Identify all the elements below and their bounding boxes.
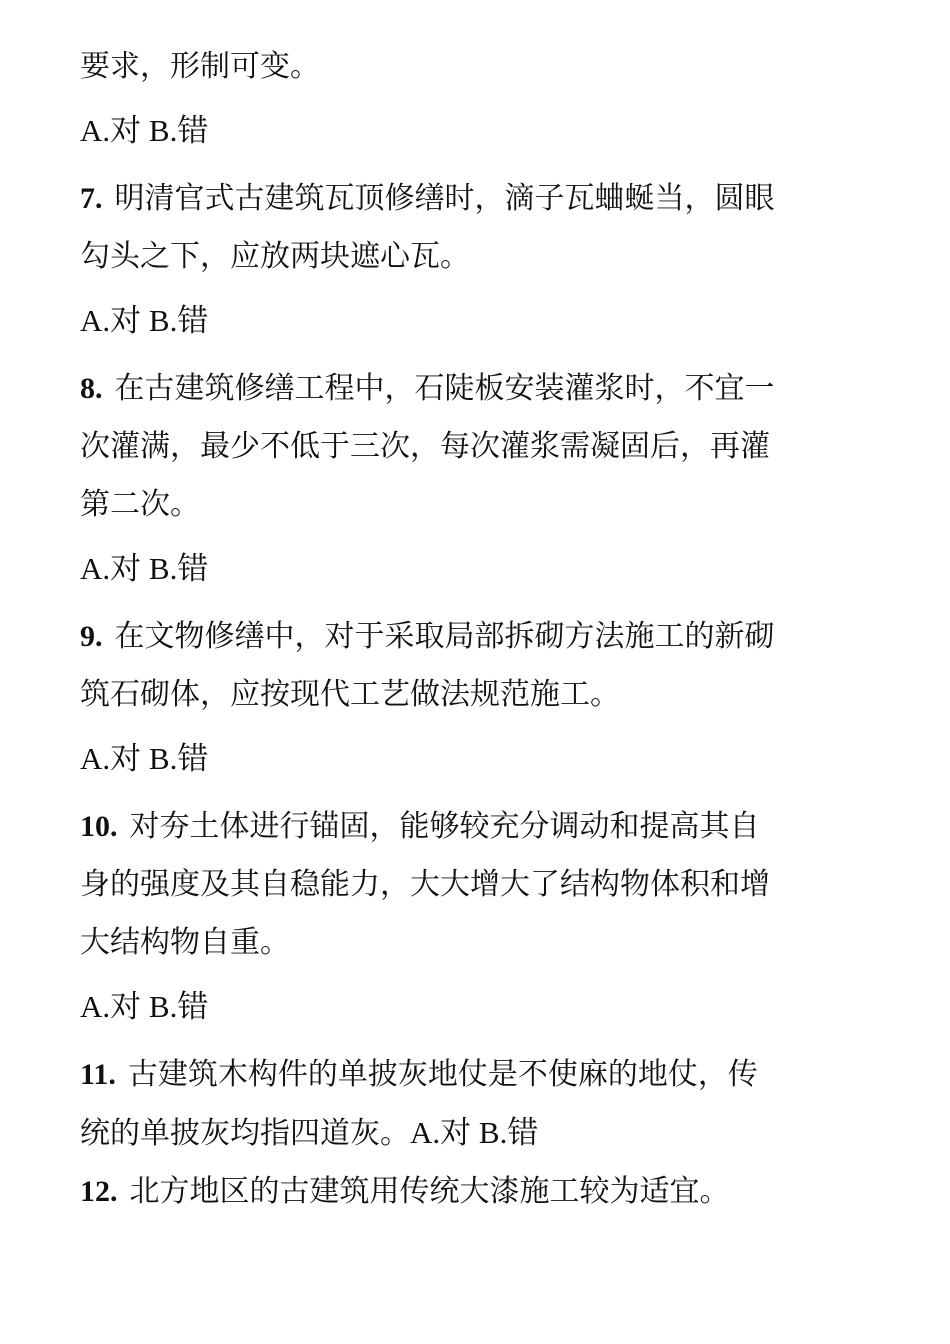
question-number: 10. xyxy=(80,810,118,843)
answer-options: A.对 B.错 xyxy=(80,989,209,1024)
question-number: 12. xyxy=(80,1175,118,1208)
question-text: 北方地区的古建筑用传统大漆施工较为适宜。 xyxy=(129,1174,730,1209)
question-10 xyxy=(80,798,880,1036)
question-number: 9. xyxy=(80,620,103,653)
question-number: 8. xyxy=(80,372,103,405)
question-text: 明清官式古建筑瓦顶修缮时，滴子瓦蛐蜒当，圆眼 xyxy=(114,181,775,216)
question-number: 11. xyxy=(80,1058,116,1091)
answer-options: A.对 B.错 xyxy=(410,1115,539,1150)
question-text-line: 次灌满，最少不低于三次，每次灌浆需凝固后，再灌 xyxy=(80,429,770,464)
question-text-line xyxy=(80,1104,880,1163)
question-7 xyxy=(80,170,880,350)
question-text-line xyxy=(80,1046,880,1104)
question-12 xyxy=(80,1163,880,1221)
question-text: 古建筑木构件的单披灰地仗是不使麻的地仗，传 xyxy=(127,1057,758,1092)
question-text-line: 第二次。 xyxy=(80,487,200,522)
question-text: 在古建筑修缮工程中，石陡板安装灌浆时，不宜一 xyxy=(114,371,775,406)
question-text-line: 筑石砌体，应按现代工艺做法规范施工。 xyxy=(80,677,620,712)
question-text-line xyxy=(80,798,880,856)
question-text: 统的单披灰均指四道灰。 xyxy=(80,1116,410,1151)
question-text-line xyxy=(80,170,880,228)
question-text-line xyxy=(80,1163,880,1221)
question-text-line xyxy=(80,608,880,666)
answer-options: A.对 B.错 xyxy=(80,741,209,776)
question-text-line: 大结构物自重。 xyxy=(80,925,290,960)
question-11 xyxy=(80,1046,880,1163)
question-text: 对夯土体进行锚固，能够较充分调动和提高其自 xyxy=(129,809,760,844)
answer-options: A.对 B.错 xyxy=(80,551,209,586)
answer-options: A.对 B.错 xyxy=(80,113,209,148)
document-page xyxy=(80,38,880,1221)
question-text-line xyxy=(80,360,880,418)
question-continuation xyxy=(80,38,880,160)
question-9 xyxy=(80,608,880,788)
question-number: 7. xyxy=(80,182,103,215)
question-8 xyxy=(80,360,880,598)
question-text-line: 勾头之下，应放两块遮心瓦。 xyxy=(80,239,470,274)
question-text: 在文物修缮中，对于采取局部拆砌方法施工的新砌 xyxy=(114,619,775,654)
answer-options: A.对 B.错 xyxy=(80,303,209,338)
question-text-line: 要求，形制可变。 xyxy=(80,49,320,84)
question-text-line: 身的强度及其自稳能力，大大增大了结构物体积和增 xyxy=(80,867,770,902)
